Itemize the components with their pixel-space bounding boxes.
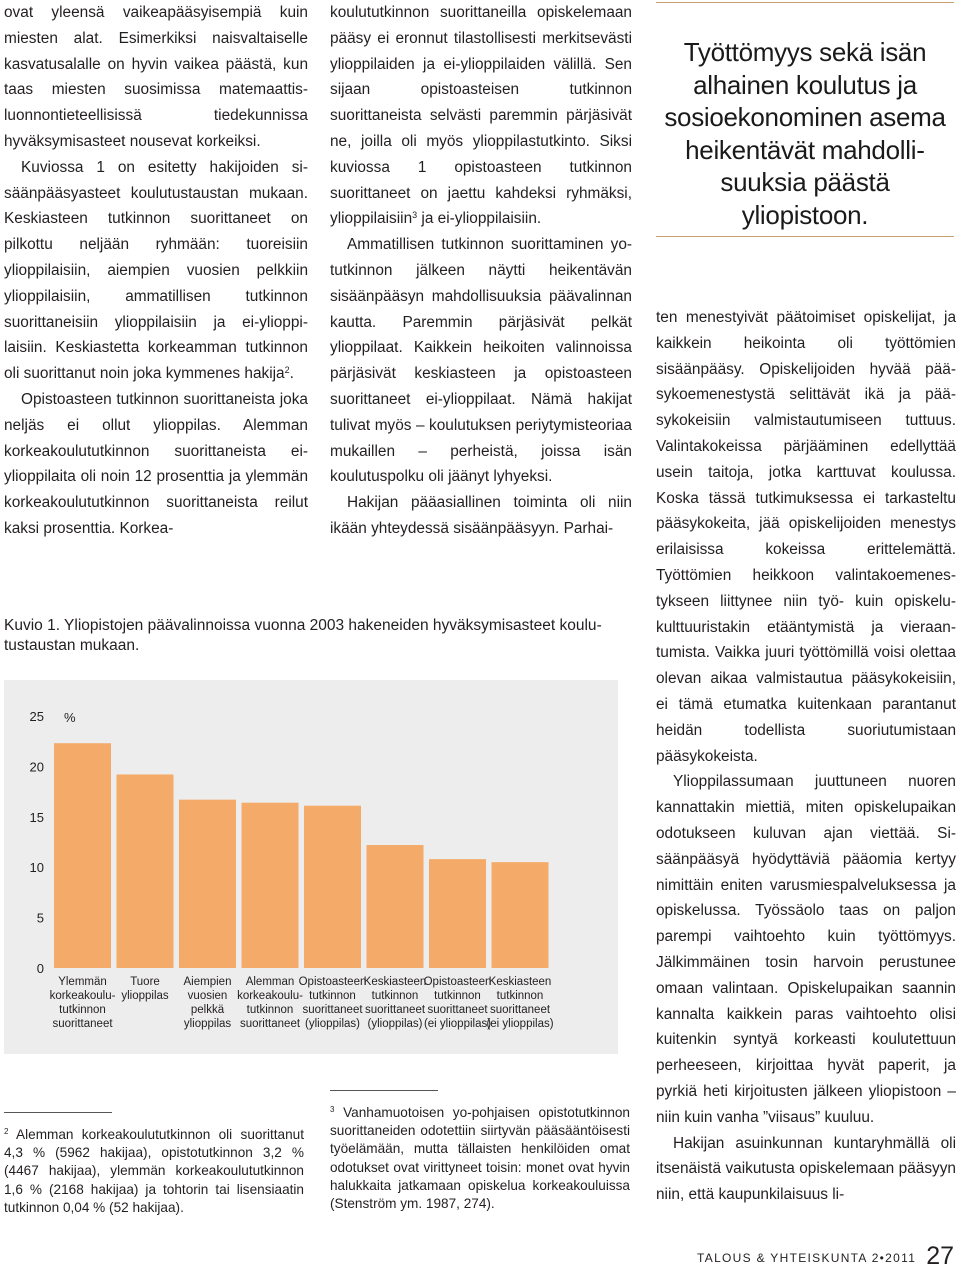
footnote-mark: 3 bbox=[330, 1105, 335, 1114]
x-category-label: tutkinnon bbox=[434, 990, 481, 1002]
paragraph-text: koulututkinnon suorittaneilla opiskelemaan pääsy ei eronnut tilastollisesti merkitsevästi ylioppilaiden ja ei-ylioppilaiden välillä. Sen sijaan opistoasteisen tutkinnon suorittaneista selvästi paremmin pärjäsivät ne, joilla oli myös ylioppilastutkinto. Siksi kuviossa 1 opistoasteen tutkinnon suorittaneet on jaettu kahdeksi ryhmäksi, ylioppilaisiin bbox=[330, 4, 632, 228]
x-category-label: (ei ylioppilas) bbox=[486, 1018, 554, 1030]
paragraph bbox=[330, 0, 632, 232]
footnote-ref-3: 3 bbox=[412, 210, 418, 221]
x-category-label: suorittaneet bbox=[52, 1018, 113, 1030]
bar bbox=[304, 806, 361, 968]
page-footer bbox=[697, 1240, 954, 1270]
paragraph: ovat yleensä vaikeapääsyisempiä kuin miesten alat. Esimerkiksi naisvaltaiselle kasvatusalalle on hyvin vaikea päästä, kun taas miesten suosimissa matemaattis-luonnontieteellisissä tiedekunnissa hyväksymisasteet nousevat korkeiksi. bbox=[4, 4, 308, 150]
x-category-label: suorittaneet bbox=[489, 1004, 551, 1016]
footnote-mark: 2 bbox=[4, 1127, 9, 1136]
paragraph: ten menestyivät päätoimiset opiskelijat, ja kaikkein heikointa oli työttömien sisäänpääsy. Opiskelijoiden hyvää pääsykoemenestystä selittävät ikä ja pääsykokeisiin valmistautumiseen tuttuus. Valintakokeissa pärjääminen edellyttää usein taitoja, jotka karttuvat koulussa. Koska tässä tutkimuksessa ei tarkasteltu pääsykokeita, jää opiskelijoiden menestys erilaisissa kokeissa erittelemättä. Työttömien heikkoon valintakoemenestykseen liittynee niin työ- kuin opiskelukulttuuristakin etääntymistä ja vieraantumista. Vaikka juuri työttömillä voisi olettaa olevan aikaa valmistautua pääsykokeisiin, ei tämä etumatka kuitenkaan parantanut heidän todellista suoriutumistaan pääsykokeista. bbox=[656, 309, 956, 765]
footnote-rule bbox=[4, 1112, 112, 1113]
x-category-label: Keskiasteen bbox=[488, 976, 552, 988]
x-category-label: korkeakoulu- bbox=[237, 990, 303, 1002]
pullquote-rule-bottom bbox=[656, 236, 954, 237]
bar-chart bbox=[4, 680, 618, 1054]
text-column-2 bbox=[330, 0, 632, 542]
x-category-label: tutkinnon bbox=[371, 990, 419, 1002]
x-category-label: tutkinnon bbox=[246, 1004, 294, 1016]
figure-caption: Kuvio 1. Yliopistojen päävalinnoissa vuonna 2003 hakeneiden hyväksymisasteet koulutustaustan mukaan. bbox=[4, 617, 602, 654]
y-axis-unit: % bbox=[64, 710, 76, 725]
paragraph-text: Kuviossa 1 on esitetty hakijoiden sisäänpääsyasteet koulutustaustan mukaan. Keskiasteen tutkinnon suorittaneet on pilkottu neljään ryhmään: tuoreisiin ylioppilaisiin, aiempien vuosien pelkkiin ylioppilaisiin, ammatillisen tutkinnon suorittaneisiin ylioppilaisiin ja ei-ylioppilaisiin. Keskiastetta korkeamman tutkinnon oli suorittanut noin joka kymmenes hakija bbox=[4, 158, 308, 383]
x-category-label: Alemman bbox=[245, 976, 295, 988]
paragraph bbox=[4, 155, 308, 387]
x-category-label: ylioppilas bbox=[183, 1018, 232, 1030]
x-category-label: Tuore bbox=[130, 976, 160, 988]
bar bbox=[117, 774, 174, 968]
bar bbox=[367, 845, 424, 968]
footnote-2 bbox=[4, 1126, 304, 1217]
paragraph: Hakijan asuinkunnan kuntaryhmällä oli itsenäistä vaikutusta opiskelemaan pääsyyn niin, että kaupunkilaisuus li- bbox=[656, 1134, 956, 1204]
footnote-text: Alemman korkeakoulututkinnon oli suorittanut 4,3 % (5962 hakijaa), opistotutkinnon 3,2 % (4467 hakijaa), ylemmän korkeakoulututkinnon 1,6 % (2168 hakijaa) ja tohtorin tai lisensiaatin tutkinnon 0,04 % (52 hakijaa). bbox=[4, 1127, 305, 1215]
y-tick-label: 10 bbox=[29, 860, 44, 876]
bar bbox=[179, 800, 236, 968]
x-category-label: Opistoasteen bbox=[298, 976, 367, 988]
paragraph: Hakijan pääasiallinen toiminta oli niin ikään yhteydessä sisäänpääsyyn. Parhai- bbox=[330, 494, 632, 537]
bar bbox=[54, 743, 111, 968]
page-number: 27 bbox=[926, 1242, 954, 1270]
bar bbox=[242, 803, 299, 968]
paragraph: Ammatillisen tutkinnon suorittaminen yo-tutkinnon jälkeen näytti heikentävän sisäänpääsyn mahdollisuuksia päävalinnan kautta. Paremmin pärjäsivät pelkät ylioppilaat. Kaikkein heikoiten valinnoissa pärjäsivät keskiasteen ja opistoasteen suorittaneet ei-ylioppilaat. Nämä hakijat tulivat myös – koulutuksen periytymisteoriaa mukaillen – perheistä, joissa isän koulutuspolku oli jäänyt lyhyeksi. bbox=[330, 236, 632, 486]
paragraph-text-end: ja ei-ylioppilaisiin. bbox=[417, 210, 542, 228]
footnote-text: Vanhamuotoisen yo-pohjaisen opistotutkinnon suorittaneiden odotettiin siirtyvän pääsääntöisesti työelämään, mutta tällaisten henkilöiden omat odotukset ovat virittyneet toisin: monet ovat hyvin halukkaita jatkamaan opiskelua korkeakouluissa (Stenström ym. 1987, 274). bbox=[330, 1105, 630, 1212]
x-category-label: vuosien bbox=[187, 990, 228, 1002]
text-column-1 bbox=[4, 0, 308, 542]
y-tick-label: 15 bbox=[29, 809, 44, 825]
journal-name: TALOUS & YHTEISKUNTA 2•2011 bbox=[697, 1251, 917, 1265]
x-category-label: pelkkä bbox=[190, 1004, 225, 1016]
y-tick-label: 0 bbox=[36, 961, 44, 976]
x-category-label: suorittaneet bbox=[239, 1018, 301, 1030]
paragraph: Ylioppilassumaan juuttuneen nuoren kannattakin miettiä, miten opiskelupaikan odotukseen kuluvan ajan viettää. Sisäänpääsyä hyödyttäviä pääomia kertyy nimittäin eniten varusmiespalveluksessa ja opiskelussa. Työssäolo taas on paljon parempi vaihtoehto kuin työttömyys. Jälkimmäinen tosin harvoin perustunee omaan valintaan. Opiskelupaikan saannin kannalta kaikkein paras vaihtoehto olisi kuitenkin syntyä korkeasti koulutettuun perheeseen, kirjoittaa hyvät paperit, ja pyrkiä heti kirjoitusten jälkeen yliopistoon – niin kuin vanha ”viisaus” kuuluu. bbox=[656, 773, 956, 1126]
pull-quote: Työttömyys sekä isän alhainen koulutus ja sosioekonominen asema heikentävät mahdollisuuksia päästä yliopistoon. bbox=[664, 37, 946, 230]
pullquote-rule-top bbox=[656, 2, 954, 3]
footnote-3 bbox=[330, 1104, 630, 1213]
x-category-label: suorittaneet bbox=[427, 1004, 488, 1016]
x-category-label: suorittaneet bbox=[364, 1004, 426, 1016]
x-category-label: (ei ylioppilas) bbox=[423, 1018, 492, 1030]
bar bbox=[492, 862, 549, 968]
footnote-ref-2: 2 bbox=[284, 365, 290, 376]
x-category-label: Aiempien bbox=[183, 976, 232, 988]
bar bbox=[429, 859, 486, 968]
x-category-label: (ylioppilas) bbox=[367, 1018, 423, 1030]
y-tick-label: 20 bbox=[29, 759, 44, 775]
paragraph-end: . bbox=[289, 365, 294, 383]
bar-chart-svg bbox=[4, 680, 618, 1054]
x-category-label: tutkinnon bbox=[59, 1004, 106, 1016]
x-category-label: tutkinnon bbox=[309, 990, 356, 1002]
x-category-label: korkeakoulu- bbox=[49, 990, 116, 1002]
x-category-label: tutkinnon bbox=[496, 990, 544, 1002]
x-category-label: suorittaneet bbox=[302, 1004, 363, 1016]
x-category-label: Ylemmän bbox=[58, 976, 107, 988]
y-tick-label: 25 bbox=[29, 709, 44, 724]
footnote-rule bbox=[330, 1090, 438, 1091]
text-column-3 bbox=[656, 305, 956, 1208]
x-category-label: (ylioppilas) bbox=[305, 1018, 360, 1030]
paragraph: Opistoasteen tutkinnon suorittaneista joka neljäs ei ollut ylioppilas. Alemman korkeakoulututkinnon suorittaneista ei-ylioppilaita oli noin 12 prosenttia ja ylemmän korkeakoulututkinnon suorittaneista reilut kaksi prosenttia. Korkea- bbox=[4, 390, 308, 537]
x-category-label: ylioppilas bbox=[121, 990, 169, 1002]
x-category-label: Keskiasteen bbox=[363, 976, 427, 988]
x-category-label: Opistoasteen bbox=[423, 976, 492, 988]
y-tick-label: 5 bbox=[36, 910, 44, 926]
